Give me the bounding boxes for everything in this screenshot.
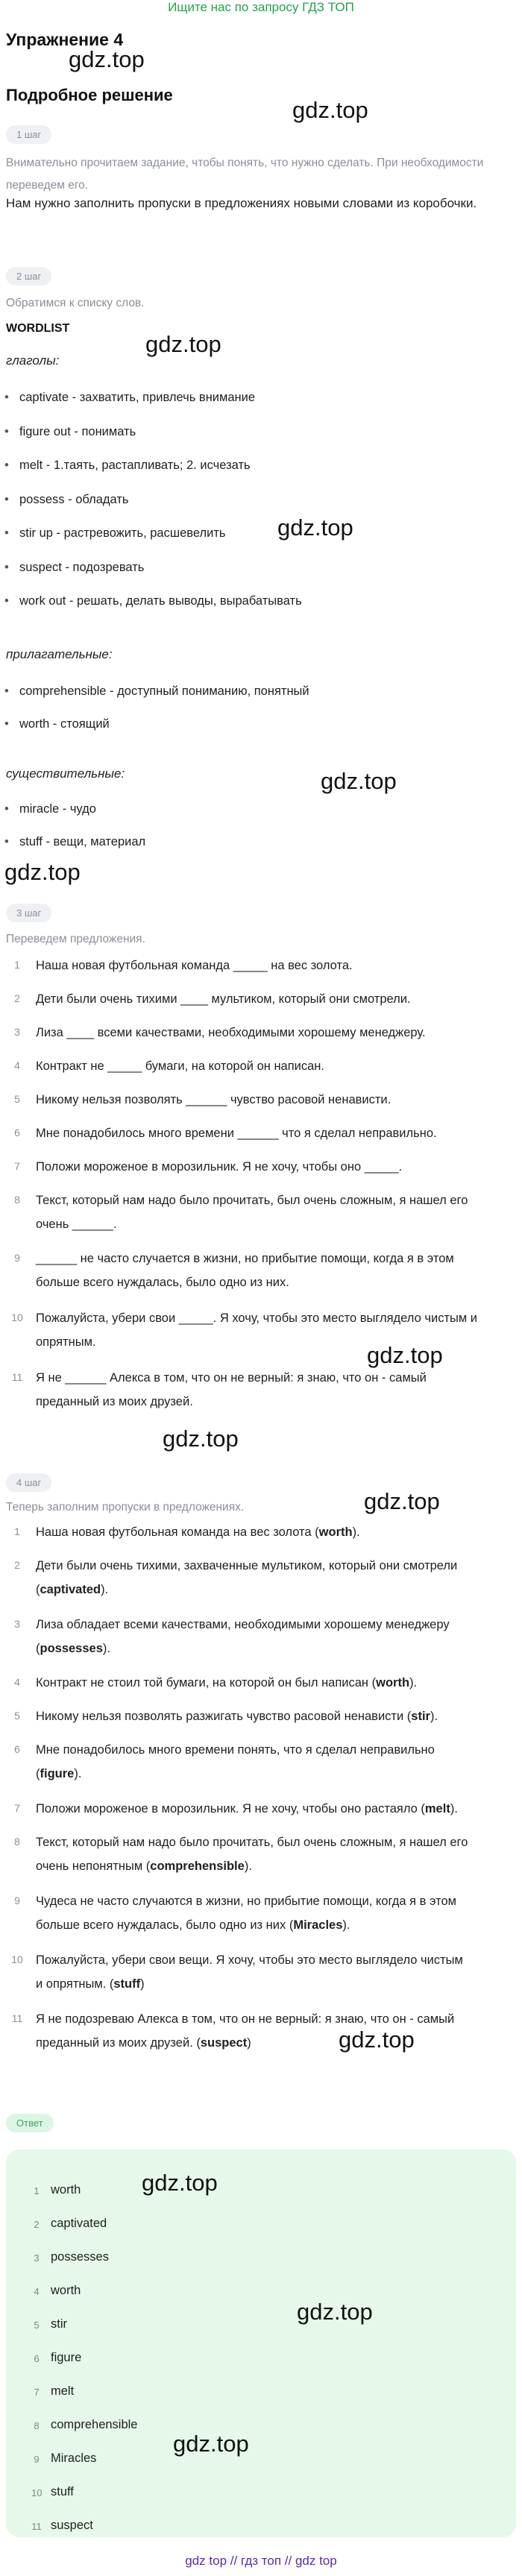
sentence (36, 1088, 513, 1112)
watermark: gdz.top (163, 1426, 239, 1452)
sentence-text: ). (102, 1642, 110, 1655)
sentence-line (36, 1704, 513, 1728)
answer-number: 11 (31, 2521, 42, 2532)
filled-sentence (36, 1830, 513, 1878)
item-number: 6 (14, 1127, 20, 1139)
sentence-line: больше всего нуждалась, было одно из них. (36, 1276, 289, 1289)
answer-number: 5 (34, 2320, 40, 2331)
answer-word: worth (51, 2183, 81, 2196)
answer-word: suspect (200, 2036, 248, 2050)
watermark: gdz.top (4, 859, 81, 885)
wordlist-item: • figure out - понимать (19, 425, 136, 439)
item-number: 6 (14, 1743, 20, 1755)
watermark: gdz.top (297, 2299, 373, 2325)
filled-sentence (36, 1738, 513, 1786)
step-badge-4: 4 шаг (6, 1473, 51, 1492)
sentence-text: и опрятным. ( (36, 1977, 114, 1991)
item-number: 1 (14, 959, 20, 971)
watermark: gdz.top (277, 514, 353, 541)
item-number: 9 (14, 1895, 20, 1906)
sentence (36, 954, 513, 977)
filled-sentence (36, 1948, 513, 1996)
item-number: 8 (14, 1836, 20, 1848)
answer-word: suspect (51, 2519, 93, 2532)
answer-word: captivated (51, 2217, 107, 2230)
sentence-line (36, 2031, 513, 2055)
answer-word: Miracles (293, 1918, 343, 1932)
sentence-line (36, 1830, 513, 1854)
wordlist-item: • melt - 1.таять, растапливать; 2. исчезать (19, 459, 251, 473)
answer-word: possesses (51, 2250, 109, 2264)
sentence-line: Пожалуйста, убери свои _____. Я хочу, чтобы это место выглядело чистым и (36, 1311, 478, 1325)
sentence-line (36, 1671, 513, 1695)
item-number: 2 (14, 992, 20, 1004)
sentence-line: Наша новая футбольная команда _____ на вес золота. (36, 959, 353, 972)
wordlist-item: • captivate - захватить, привлечь внимание (19, 391, 255, 405)
item-number: 10 (11, 1953, 23, 1965)
sentence-text: ). (352, 1525, 360, 1539)
sentence-text: ) (140, 1977, 145, 1991)
answer-number: 2 (34, 2219, 40, 2230)
item-number: 1 (14, 1525, 20, 1537)
answer-word: worth (376, 1676, 410, 1689)
section-title: Подробное решение (6, 86, 173, 104)
sentence-text: Я не подозреваю Алекса в том, что он не верный: я знаю, что он - самый (36, 2012, 455, 2026)
filled-sentence (36, 1797, 513, 1821)
watermark: gdz.top (69, 46, 145, 72)
sentence-line (36, 1797, 513, 1821)
sentence-line (36, 1578, 513, 1602)
sentence-line (36, 1520, 513, 1544)
answer-number: 7 (34, 2387, 40, 2398)
sentence-line: Никому нельзя позволять ______ чувство расовой ненависти. (36, 1093, 392, 1106)
sentence-line (36, 1762, 513, 1786)
item-number: 2 (14, 1559, 20, 1571)
answer-number: 4 (34, 2286, 40, 2297)
sentence-line (36, 1613, 513, 1637)
sentence (36, 987, 513, 1011)
sentence (36, 1121, 513, 1145)
sentence-line (36, 1972, 513, 1996)
item-number: 3 (14, 1026, 20, 1038)
answer-number: 6 (34, 2353, 40, 2364)
sentence-line (36, 1854, 513, 1878)
answer-number: 1 (34, 2185, 40, 2196)
sentence-text: ). (244, 1859, 252, 1873)
sentence-text: больше всего нуждалась, было одно из них ( (36, 1918, 294, 1932)
wordlist-item: • suspect - подозревать (19, 561, 144, 575)
filled-sentence (36, 1520, 513, 1544)
filled-sentence (36, 1889, 513, 1937)
sentence-line (36, 1913, 513, 1937)
sentence-text: ( (36, 1642, 40, 1655)
item-number: 10 (11, 1311, 23, 1323)
step1-note: Внимательно прочитаем задание, чтобы понять, что нужно сделать. При необходимости переведем его. (6, 157, 484, 192)
sentence-text: ). (409, 1676, 418, 1689)
sentence-text: ) (247, 2036, 251, 2050)
sentence (36, 1366, 513, 1414)
sentence-line: Лиза ____ всеми качествами, необходимыми хорошему менеджеру. (36, 1026, 426, 1039)
sentence-text: Лиза обладает всеми качествами, необходимыми хорошему менеджеру (36, 1618, 450, 1631)
sentence-text: Дети были очень тихими, захваченные мультиком, который они смотрели (36, 1559, 458, 1572)
sentence (36, 1188, 513, 1236)
item-number: 8 (14, 1194, 20, 1206)
step2-note: Обратимся к списку слов. (6, 297, 145, 309)
sentence-text: ). (430, 1710, 438, 1723)
answer-word: melt (424, 1802, 450, 1816)
watermark: gdz.top (145, 331, 221, 357)
item-number: 7 (14, 1802, 20, 1814)
sentence-text: ). (101, 1583, 109, 1596)
sentence-line: Я не ______ Алекса в том, что он не верный: я знаю, что он - самый (36, 1371, 427, 1385)
item-number: 11 (11, 1371, 23, 1383)
item-number: 5 (14, 1710, 20, 1722)
sentence-text: преданный из моих друзей. ( (36, 2036, 201, 2050)
answer-number: 10 (31, 2487, 43, 2498)
sentence (36, 1155, 513, 1179)
wordlist-item: • stir up - растревожить, расшевелить (19, 526, 225, 541)
verbs-label: глаголы: (6, 353, 60, 368)
sentence-line (36, 1889, 513, 1913)
wordlist-item: • miracle - чудо (19, 802, 96, 816)
watermark: gdz.top (292, 97, 368, 123)
sentence-text: Мне понадобилось много времени понять, что я сделал неправильно (36, 1743, 435, 1757)
answer-word: captivated (40, 1583, 101, 1596)
wordlist-item: • worth - стоящий (19, 717, 110, 731)
watermark: gdz.top (339, 2027, 415, 2053)
step-badge-3: 3 шаг (6, 904, 51, 922)
wordlist-item: • work out - решать, делать выводы, вырабатывать (19, 594, 302, 608)
sentence-text: Наша новая футбольная команда на вес золота ( (36, 1525, 319, 1539)
footer-links[interactable]: gdz top // гдз топ // gdz top (185, 2554, 337, 2568)
sentence-line: Дети были очень тихими ____ мультиком, который они смотрели. (36, 992, 411, 1006)
wordlist-item: • comprehensible - доступный пониманию, понятный (19, 684, 309, 699)
answer-number: 9 (34, 2454, 40, 2465)
watermark: gdz.top (364, 1488, 440, 1514)
sentence-line (36, 2007, 513, 2031)
sentence-text: ). (74, 1767, 82, 1780)
wordlist-heading: WORDLIST (6, 322, 70, 335)
sentence-line: Текст, который нам надо было прочитать, был очень сложным, я нашел его (36, 1194, 468, 1207)
item-number: 5 (14, 1093, 20, 1105)
answer-word: stir (411, 1710, 430, 1723)
sentence-line: опрятным. (36, 1335, 96, 1349)
sentence-line: ______ не часто случается в жизни, но прибытие помощи, когда я в этом (36, 1252, 454, 1265)
sentence-line: преданный из моих друзей. (36, 1395, 193, 1408)
filled-sentence (36, 1704, 513, 1728)
answer-word: stir (51, 2317, 67, 2331)
item-number: 7 (14, 1160, 20, 1172)
sentence-line (36, 1738, 513, 1762)
sentence-line: Положи мороженое в морозильник. Я не хочу, чтобы оно _____. (36, 1160, 403, 1174)
wordlist-item: • possess - обладать (19, 493, 128, 507)
sentence-text: Пожалуйста, убери свои вещи. Я хочу, чтобы это место выглядело чистым (36, 1953, 463, 1967)
adjectives-label: прилагательные: (6, 647, 113, 661)
sentence-line: Мне понадобилось много времени ______ что я сделал неправильно. (36, 1127, 437, 1140)
answer-number: 8 (34, 2420, 40, 2431)
sentence-text: Текст, который нам надо было прочитать, был очень сложным, я нашел его (36, 1836, 468, 1849)
answer-word: stuff (113, 1977, 141, 1991)
filled-sentence (36, 1554, 513, 1602)
answer-word: possesses (40, 1642, 103, 1655)
item-number: 9 (14, 1252, 20, 1264)
filled-sentence (36, 1613, 513, 1660)
item-number: 4 (14, 1676, 20, 1688)
sentence-text: ). (450, 1802, 458, 1816)
sentence (36, 1021, 513, 1045)
sentence-text: ). (342, 1918, 350, 1932)
answer-word: worth (51, 2284, 81, 2297)
sentence-line: Контракт не _____ бумаги, на которой он написан. (36, 1059, 325, 1073)
sentence-line (36, 1948, 513, 1972)
sentence-line (36, 1637, 513, 1660)
answer-word: worth (318, 1525, 353, 1539)
sentence-text: Никому нельзя позволять разжигать чувство расовой ненависти ( (36, 1710, 412, 1723)
watermark: gdz.top (321, 768, 397, 794)
sentence-text: Чудеса не часто случаются в жизни, но прибытие помощи, когда я в этом (36, 1895, 456, 1908)
answer-word: comprehensible (150, 1859, 245, 1873)
sentence-text: Положи мороженое в морозильник. Я не хочу, чтобы оно растаяло ( (36, 1802, 425, 1816)
answer-word: figure (51, 2351, 82, 2364)
sentence-text: ( (36, 1767, 40, 1780)
item-number: 4 (14, 1059, 20, 1071)
watermark: gdz.top (173, 2431, 249, 2457)
answer-word: figure (40, 1767, 75, 1780)
watermark: gdz.top (142, 2170, 218, 2196)
watermark: gdz.top (367, 1342, 443, 1368)
step-badge-1: 1 шаг (6, 125, 51, 144)
answer-number: 3 (34, 2252, 40, 2264)
sentence-text: очень непонятным ( (36, 1859, 151, 1873)
step4-note: Теперь заполним пропуски в предложениях. (6, 1501, 245, 1514)
sentence-line: очень ______. (36, 1218, 117, 1231)
answer-box (6, 2150, 516, 2537)
wordlist-item: • stuff - вещи, материал (19, 835, 145, 849)
item-number: 11 (11, 2012, 23, 2024)
answer-word: Miracles (51, 2451, 97, 2465)
filled-sentence (36, 2007, 513, 2055)
step-badge-2: 2 шаг (6, 267, 51, 286)
sentence-line (36, 1554, 513, 1578)
answer-word: melt (51, 2384, 75, 2398)
page-title: Упражнение 4 (6, 30, 124, 49)
sentence-text: ( (36, 1583, 40, 1596)
answer-word: stuff (51, 2485, 74, 2498)
step1-text: Нам нужно заполнить пропуски в предложениях новыми словами из коробочки. (6, 196, 477, 210)
sentence (36, 1054, 513, 1078)
answer-badge: Ответ (6, 2114, 54, 2132)
sentence-text: Контракт не стоил той бумаги, на которой он был написан ( (36, 1676, 377, 1689)
sentence (36, 1247, 513, 1294)
filled-sentence (36, 1671, 513, 1695)
answer-word: comprehensible (51, 2418, 138, 2431)
top-link[interactable]: Ищите нас по запросу ГДЗ ТОП (168, 0, 354, 14)
item-number: 3 (14, 1618, 20, 1630)
nouns-label: существительные: (6, 766, 125, 781)
step3-note: Переведем предложения. (6, 933, 145, 945)
